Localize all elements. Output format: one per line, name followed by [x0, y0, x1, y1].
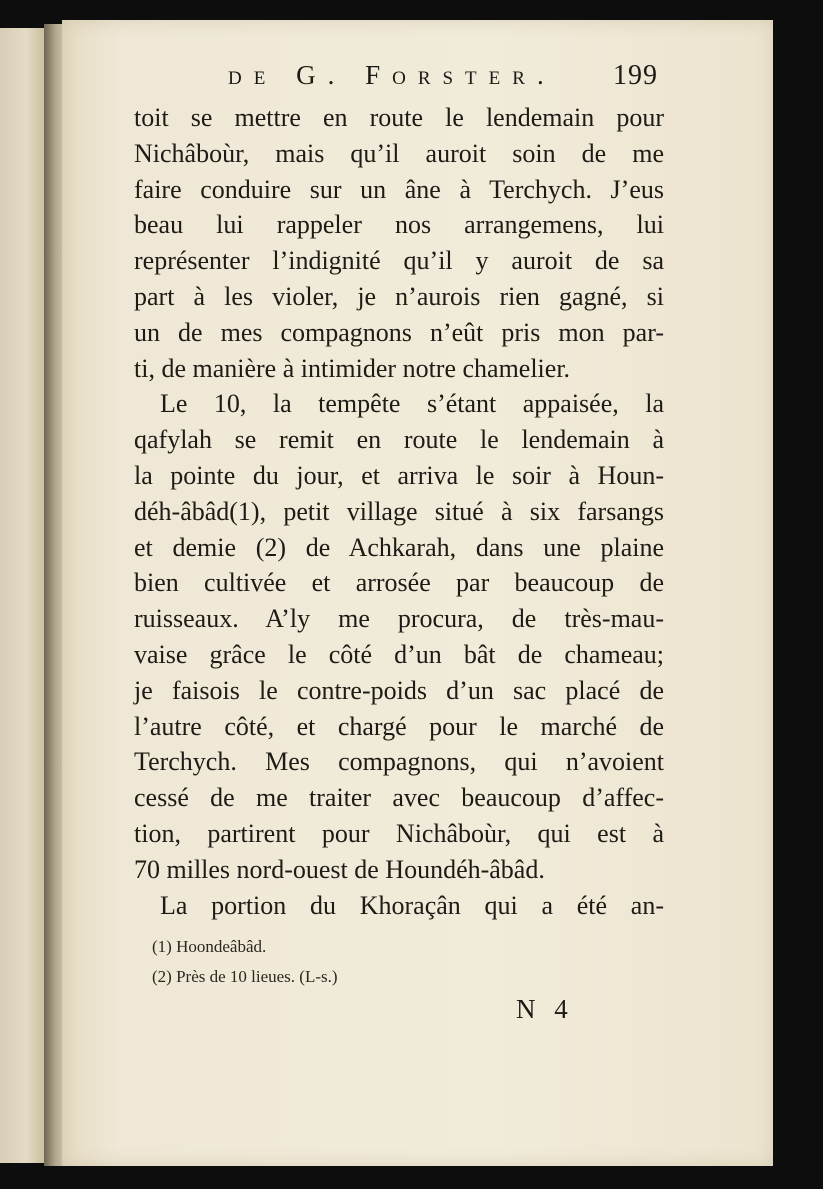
text-line: tion, partirent pour Nichâboùr, qui est à [134, 818, 664, 848]
text-line: je faisois le contre-poids d’un sac placé de [134, 675, 664, 705]
text-line: déh-âbâd(1), petit village situé à six farsangs [134, 496, 664, 526]
facing-page-edge [0, 28, 45, 1163]
text-line: part à les violer, je n’aurois rien gagné, si [134, 281, 664, 311]
body-text [134, 100, 664, 923]
signature-mark: N 4 [516, 994, 574, 1024]
text-line: faire conduire sur un âne à Terchych. J’eus [134, 174, 664, 204]
text-line: représenter l’indignité qu’il y auroit de sa [134, 246, 664, 276]
text-line: cessé de me traiter avec beaucoup d’affec- [134, 783, 664, 813]
text-line: toit se mettre en route le lendemain pour [134, 103, 664, 132]
footnote: (1) Hoondeâbâd. [152, 937, 267, 956]
text-line: beau lui rappeler nos arrangemens, lui [134, 210, 664, 240]
text-line: vaise grâce le côté d’un bât de chameau; [134, 639, 664, 669]
footnote: (2) Près de 10 lieues. (L-s.) [152, 967, 338, 986]
text-line: La portion du Khoraçân qui a été an- [160, 890, 664, 920]
text-line: 70 milles nord-ouest de Houndéh-âbâd. [134, 854, 545, 884]
text-line: Nichâboùr, mais qu’il auroit soin de me [134, 138, 664, 168]
page-number: 199 [613, 60, 658, 91]
text-line: bien cultivée et arrosée par beaucoup de [134, 568, 664, 598]
text-line: ti, de manière à intimider notre chamelier. [134, 353, 571, 383]
text-line: Le 10, la tempête s’étant appaisée, la [160, 389, 664, 419]
text-line: et demie (2) de Achkarah, dans une plaine [134, 532, 664, 562]
running-title: de G. Forster. [228, 60, 556, 90]
text-line: l’autre côté, et chargé pour le marché de [134, 711, 664, 741]
text-line: la pointe du jour, et arriva le soir à Houn- [134, 460, 664, 490]
text-line: qafylah se remit en route le lendemain à [134, 425, 664, 455]
footnotes [152, 932, 572, 992]
page-header [228, 56, 658, 96]
text-line: ruisseaux. A’ly me procura, de très-mau- [134, 604, 664, 634]
text-line: Terchych. Mes compagnons, qui n’avoient [134, 747, 664, 777]
text-line: un de mes compagnons n’eût pris mon par- [134, 317, 664, 347]
